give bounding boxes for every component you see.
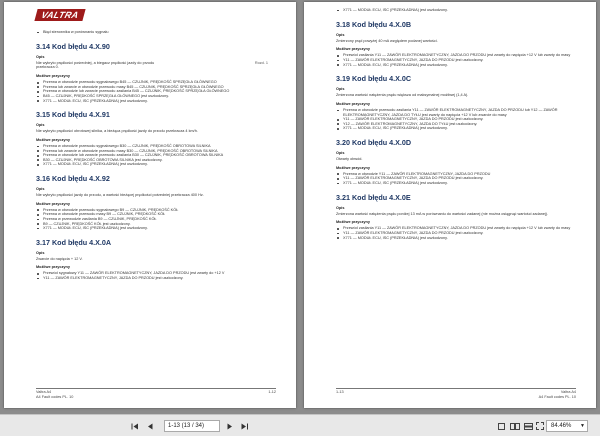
opis-label: Opis xyxy=(36,250,45,255)
list-item: X771 — MODUŁ ECU, ISC (PRZEKŁADNIA) jest uszkodzony. xyxy=(336,181,576,186)
list-item: X771 — MODUŁ ECU, ISC (PRZEKŁADNIA) jest uszkodzony. xyxy=(336,126,576,131)
causes-label: Możliwe przyczyny xyxy=(336,165,370,170)
section-heading: 3.20 Kod błędu 4.X.0D xyxy=(336,137,412,147)
opis-label: Opis xyxy=(336,150,345,155)
list-item: X771 — MODUŁ ECU, ISC (PRZEKŁADNIA) jest uszkodzony. xyxy=(336,8,576,13)
list-item: Przerwa w obwodzie przewodu sygnałowego B30 — CZUJNIK, PRĘDKOŚĆ OBROTOWA SILNIKA xyxy=(36,144,276,149)
footer-doc-sub: A4 Fault codes PL. 10 xyxy=(36,394,74,399)
footer-page-number: 1-13 xyxy=(336,390,344,394)
footer-doc-sub: A4 Fault codes PL. 10 xyxy=(538,394,576,399)
causes-list xyxy=(36,144,276,167)
section-heading: 3.21 Kod błędu 4.X.0E xyxy=(336,192,411,202)
list-item: B9 — CZUJNIK, PRĘDKOŚĆ KÓŁ jest uszkodzony. xyxy=(36,222,276,227)
fit-page-icon[interactable] xyxy=(536,420,544,432)
causes-label: Możliwe przyczyny xyxy=(36,74,70,79)
footer-divider xyxy=(36,388,276,389)
opis-text: Zmierzony prąd powyżej 40 mA względem podanej wartości. xyxy=(336,38,438,43)
list-item: Y11 — ZAWÓR ELEKTROMAGNETYCZNY, JAZDA DO PRZODU jest uszkodzony. xyxy=(336,176,576,181)
list-item: Błąd sterownika w porównaniu sygnału xyxy=(36,30,276,35)
list-item: Przewód zasilania Y11 — ZAWÓR ELEKTROMAGNETYCZNY, JAZDA DO PRZODU jest zwarty do napięcia +12 V lub zwarty do masy xyxy=(336,226,576,231)
list-item: Y12 — ZAWÓR ELEKTROMAGNETYCZNY, JAZDA DO TYŁU jest uszkodzony. xyxy=(336,122,576,127)
zoom-select[interactable] xyxy=(546,420,588,432)
page-left-content xyxy=(36,30,276,283)
list-item: X771 — MODUŁ ECU, ISC (PRZEKŁADNIA) jest uszkodzony. xyxy=(36,226,276,231)
list-item: Przerwa lub zwarcie w obwodzie przewodu masy B30 — CZUJNIK, PRĘDKOŚĆ OBROTOWA SILNIKA xyxy=(36,149,276,154)
list-item: Przerwa w przewodzie zasilania B9 — CZUJNIK, PRĘDKOŚĆ KÓŁ xyxy=(36,217,276,222)
list-item: Przerwa w obwodzie przewodu zasilania Y11 — ZAWÓR ELEKTROMAGNETYCZNY, JAZDA DO PRZODU lub Y12 — ZAWÓR ELEKTROMAGNETYCZNY, JAZDA DO TYŁU jest zwarty do napięcia +12 V lub zwarcie do masy xyxy=(336,108,576,117)
opis-note: Rozd. 1 xyxy=(254,60,268,65)
opis-text: Otwarty obwód. xyxy=(336,156,363,161)
first-page-icon[interactable] xyxy=(130,420,140,432)
section-heading: 3.15 Kod błędu 4.X.91 xyxy=(36,110,110,120)
opis-text: Nie wykryto prędkości obrotowej silnika, a bieżąca prędkość jazdy do przodu przekracza 4 km/h. xyxy=(36,129,198,134)
list-item: X771 — MODUŁ ECU, ISC (PRZEKŁADNIA) jest uszkodzony. xyxy=(336,236,576,241)
list-item: Przerwa lub zwarcie w obwodzie przewodu masy B45 — CZUJNIK, PRĘDKOŚĆ SPRZĘGŁA GŁÓWNEGO xyxy=(36,85,276,90)
opis-text: Zwarcie do napięcia + 12 V. xyxy=(36,256,83,261)
causes-label: Możliwe przyczyny xyxy=(36,201,70,206)
causes-list xyxy=(336,226,576,240)
section-heading: 3.16 Kod błędu 4.X.92 xyxy=(36,173,110,183)
section-heading: 3.19 Kod błędu 4.X.0C xyxy=(336,74,412,84)
list-item: X771 — MODUŁ ECU, ISC (PRZEKŁADNIA) jest uszkodzony. xyxy=(36,99,276,104)
causes-label: Możliwe przyczyny xyxy=(336,101,370,106)
two-page-view-icon[interactable] xyxy=(510,420,520,432)
page-left xyxy=(4,2,296,408)
causes-label: Możliwe przyczyny xyxy=(336,220,370,225)
causes-label: Możliwe przyczyny xyxy=(36,265,70,270)
page-right xyxy=(304,2,596,408)
list-item: Przerwa w obwodzie lub zwarcie przewodu zasilania B45 — CZUJNIK, PRĘDKOŚĆ SPRZĘGŁA GŁÓWNEGO xyxy=(36,89,276,94)
list-item: Y11 — ZAWÓR ELEKTROMAGNETYCZNY, JAZDA DO PRZODU jest uszkodzony. xyxy=(36,276,276,281)
opis-text: Nie wykryto prędkości pośredniej, a biegacz prędkość jazdy do przodu przekracza 0. xyxy=(36,60,155,70)
page-footer xyxy=(336,390,576,399)
footer-doc-name: Valtra A4 xyxy=(560,390,576,394)
single-page-view-icon[interactable] xyxy=(498,420,505,432)
causes-label: Możliwe przyczyny xyxy=(336,47,370,52)
list-item: X771 — MODUŁ ECU, ISC (PRZEKŁADNIA) jest uszkodzony. xyxy=(36,162,276,167)
viewer-toolbar xyxy=(0,414,600,436)
opis-label: Opis xyxy=(36,186,45,191)
opis-label: Opis xyxy=(36,123,45,128)
opis-text: Zmierzona wartość natężenia prądu większa od maksymalnej możliwej (1,4 A). xyxy=(336,93,469,98)
section-heading: 3.18 Kod błędu 4.X.0B xyxy=(336,19,412,29)
zoom-value: 84.46% xyxy=(551,423,572,429)
opis-label: Opis xyxy=(36,54,45,59)
footer-doc-name: Valtra A4 xyxy=(36,390,52,394)
section-heading: 3.14 Kod błędu 4.X.90 xyxy=(36,41,110,51)
prev-page-icon[interactable] xyxy=(145,420,155,432)
list-item: B30 — CZUJNIK, PRĘDKOŚĆ OBROTOWA SILNIKA jest uszkodzony. xyxy=(36,158,276,163)
causes-list xyxy=(336,53,576,67)
list-item: Y11 — ZAWÓR ELEKTROMAGNETYCZNY, JAZDA DO PRZODU jest uszkodzony. xyxy=(336,58,576,63)
list-item: B45 — CZUJNIK, PRĘDKOŚĆ SPRZĘGŁA GŁÓWNEGO jest uszkodzony. xyxy=(36,94,276,99)
logo-text: VALTRA xyxy=(40,10,80,20)
list-item: Przerwa w obwodzie przewodu sygnałowego B45 — CZUJNIK, PRĘDKOŚĆ SPRZĘGŁA GŁÓWNEGO xyxy=(36,80,276,85)
causes-list xyxy=(36,80,276,103)
valtra-logo xyxy=(34,9,85,21)
opis-label: Opis xyxy=(336,32,345,37)
footer-page-number: 1-12 xyxy=(268,390,276,394)
opis-text: Nie wykryto prędkości jazdy do przodu, a wartość bieżącej prędkości pośredniej przekracza 400 Hz. xyxy=(36,192,204,197)
page-footer xyxy=(36,390,276,399)
causes-list xyxy=(336,172,576,186)
list-item: Przerwa w obwodzie lub zwarcie przewodu zasilania B30 — CZUJNIK, PRĘDKOŚĆ OBROTOWA SILNIKA xyxy=(36,153,276,158)
list-item: Przerwa w obwodzie przewodu masy B9 — CZUJNIK, PRĘDKOŚĆ KÓŁ xyxy=(36,212,276,217)
list-item: Przewód sygnałowy Y11 — ZAWÓR ELEKTROMAGNETYCZNY, JAZDA DO PRZODU jest zwarty do +12 V xyxy=(36,271,276,276)
page-right-content xyxy=(336,8,576,242)
continuous-view-icon[interactable] xyxy=(524,420,533,432)
footer-divider xyxy=(336,388,576,389)
causes-list xyxy=(36,208,276,231)
list-item: Y11 — ZAWÓR ELEKTROMAGNETYCZNY, JAZDA DO PRZODU jest uszkodzony. xyxy=(336,231,576,236)
list-item: Przerwa w obwodzie przewodu sygnałowego B9 — CZUJNIK, PRĘDKOŚĆ KÓŁ xyxy=(36,208,276,213)
causes-list xyxy=(36,271,276,280)
chevron-down-icon: ▼ xyxy=(580,423,585,429)
list-item: Przerwa w obwodzie Y11 — ZAWÓR ELEKTROMAGNETYCZNY, JAZDA DO PRZODU xyxy=(336,172,576,177)
list-item: Przewód zasilania Y11 — ZAWÓR ELEKTROMAGNETYCZNY, JAZDA DO PRZODU jest zwarty do napięcia +12 V lub zwarty do masy xyxy=(336,53,576,58)
list-item: X771 — MODUŁ ECU, ISC (PRZEKŁADNIA) jest uszkodzony. xyxy=(336,63,576,68)
last-page-icon[interactable] xyxy=(240,420,250,432)
section-heading: 3.17 Kod błędu 4.X.0A xyxy=(36,237,112,247)
causes-list xyxy=(336,108,576,131)
intro-bullets xyxy=(336,8,576,13)
intro-bullets xyxy=(36,30,276,35)
page-number-input[interactable]: 1-13 (13 / 34) xyxy=(164,420,220,432)
opis-label: Opis xyxy=(336,205,345,210)
opis-label: Opis xyxy=(336,87,345,92)
opis-text: Zmierzona wartość natężenia prądu poniżej 13 mA w porównaniu do wartości zadanej (nie można osiągnąć wartości zadanej). xyxy=(336,211,549,216)
list-item: Y11 — ZAWÓR ELEKTROMAGNETYCZNY, JAZDA DO PRZODU jest uszkodzony. xyxy=(336,117,576,122)
next-page-icon[interactable] xyxy=(225,420,235,432)
causes-label: Możliwe przyczyny xyxy=(36,137,70,142)
